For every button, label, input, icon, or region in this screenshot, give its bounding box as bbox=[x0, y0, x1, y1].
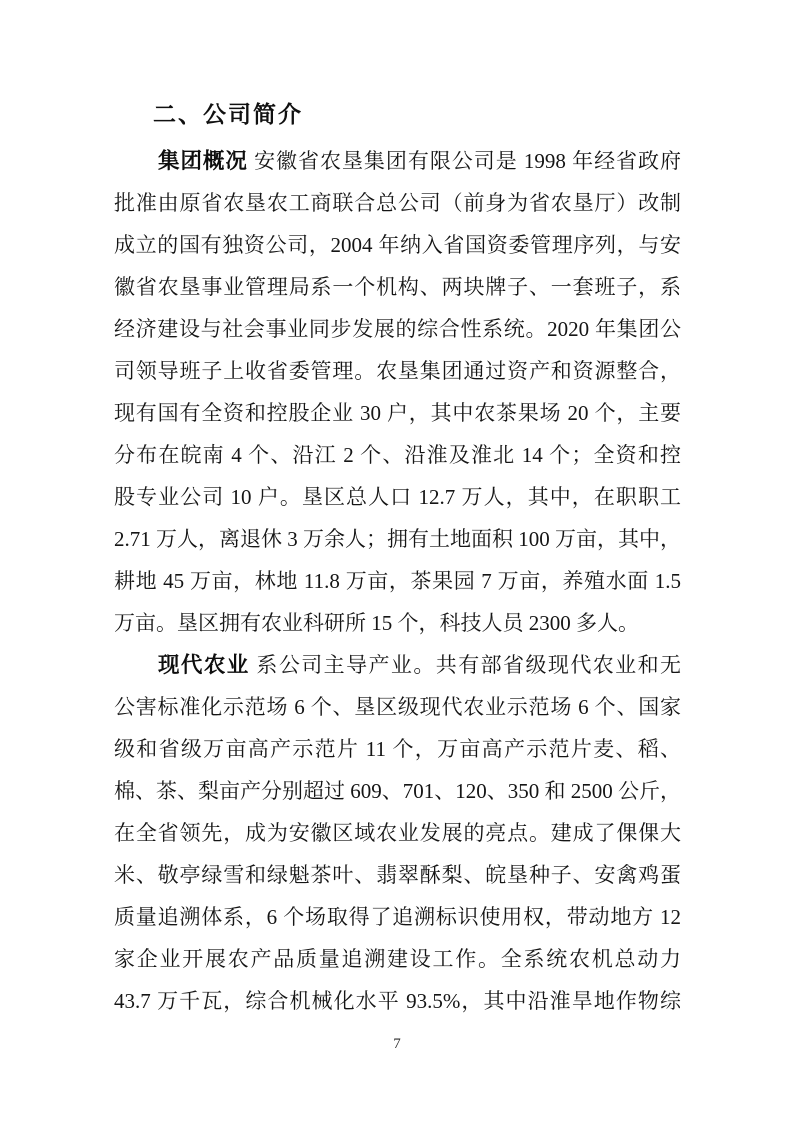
text-line: 现代农业 系公司主导产业。共有部省级现代农业和无 bbox=[158, 653, 681, 677]
text-line: 徽省农垦事业管理局系一个机构、两块牌子、一套班子，系 bbox=[114, 275, 681, 299]
text-line: 家企业开展农产品质量追溯建设工作。全系统农机总动力 bbox=[114, 947, 681, 971]
page-content bbox=[114, 97, 681, 1022]
text-line: 2.71 万人，离退休 3 万余人；拥有土地面积 100 万亩，其中， bbox=[114, 527, 681, 551]
text-line: 集团概况 安徽省农垦集团有限公司是 1998 年经省政府 bbox=[158, 149, 681, 173]
text-line: 成立的国有独资公司，2004 年纳入省国资委管理序列，与安 bbox=[114, 233, 681, 257]
paragraph-lead: 集团概况 bbox=[158, 149, 248, 173]
text-line: 质量追溯体系，6 个场取得了追溯标识使用权，带动地方 12 bbox=[114, 905, 681, 929]
text-line: 分布在皖南 4 个、沿江 2 个、沿淮及淮北 14 个；全资和控 bbox=[114, 443, 681, 467]
page-number: 7 bbox=[393, 1036, 401, 1052]
text-line: 米、敬亭绿雪和绿魁茶叶、翡翠酥梨、皖垦种子、安禽鸡蛋 bbox=[114, 863, 681, 887]
section-heading: 二、公司简介 bbox=[153, 101, 303, 127]
text-line: 级和省级万亩高产示范片 11 个，万亩高产示范片麦、稻、 bbox=[114, 737, 681, 761]
text-line: 43.7 万千瓦，综合机械化水平 93.5%，其中沿淮旱地作物综 bbox=[114, 989, 681, 1013]
text-line: 司领导班子上收省委管理。农垦集团通过资产和资源整合， bbox=[114, 359, 681, 383]
body-lines bbox=[114, 140, 681, 1022]
text-line: 经济建设与社会事业同步发展的综合性系统。2020 年集团公 bbox=[114, 317, 681, 341]
text-line: 批准由原省农垦农工商联合总公司（前身为省农垦厅）改制 bbox=[114, 191, 681, 215]
text-line: 在全省领先，成为安徽区域农业发展的亮点。建成了倮倮大 bbox=[114, 821, 681, 845]
text-line: 棉、茶、梨亩产分别超过 609、701、120、350 和 2500 公斤， bbox=[114, 779, 681, 803]
text-line: 耕地 45 万亩，林地 11.8 万亩，茶果园 7 万亩，养殖水面 1.5 bbox=[114, 569, 681, 593]
text-line: 股专业公司 10 户。垦区总人口 12.7 万人，其中，在职职工 bbox=[114, 485, 681, 509]
text-line: 公害标准化示范场 6 个、垦区级现代农业示范场 6 个、国家 bbox=[114, 695, 681, 719]
paragraph-lead: 现代农业 bbox=[158, 653, 250, 677]
text-line: 万亩。垦区拥有农业科研所 15 个，科技人员 2300 多人。 bbox=[114, 611, 639, 635]
text-line: 现有国有全资和控股企业 30 户，其中农茶果场 20 个，主要 bbox=[114, 401, 681, 425]
